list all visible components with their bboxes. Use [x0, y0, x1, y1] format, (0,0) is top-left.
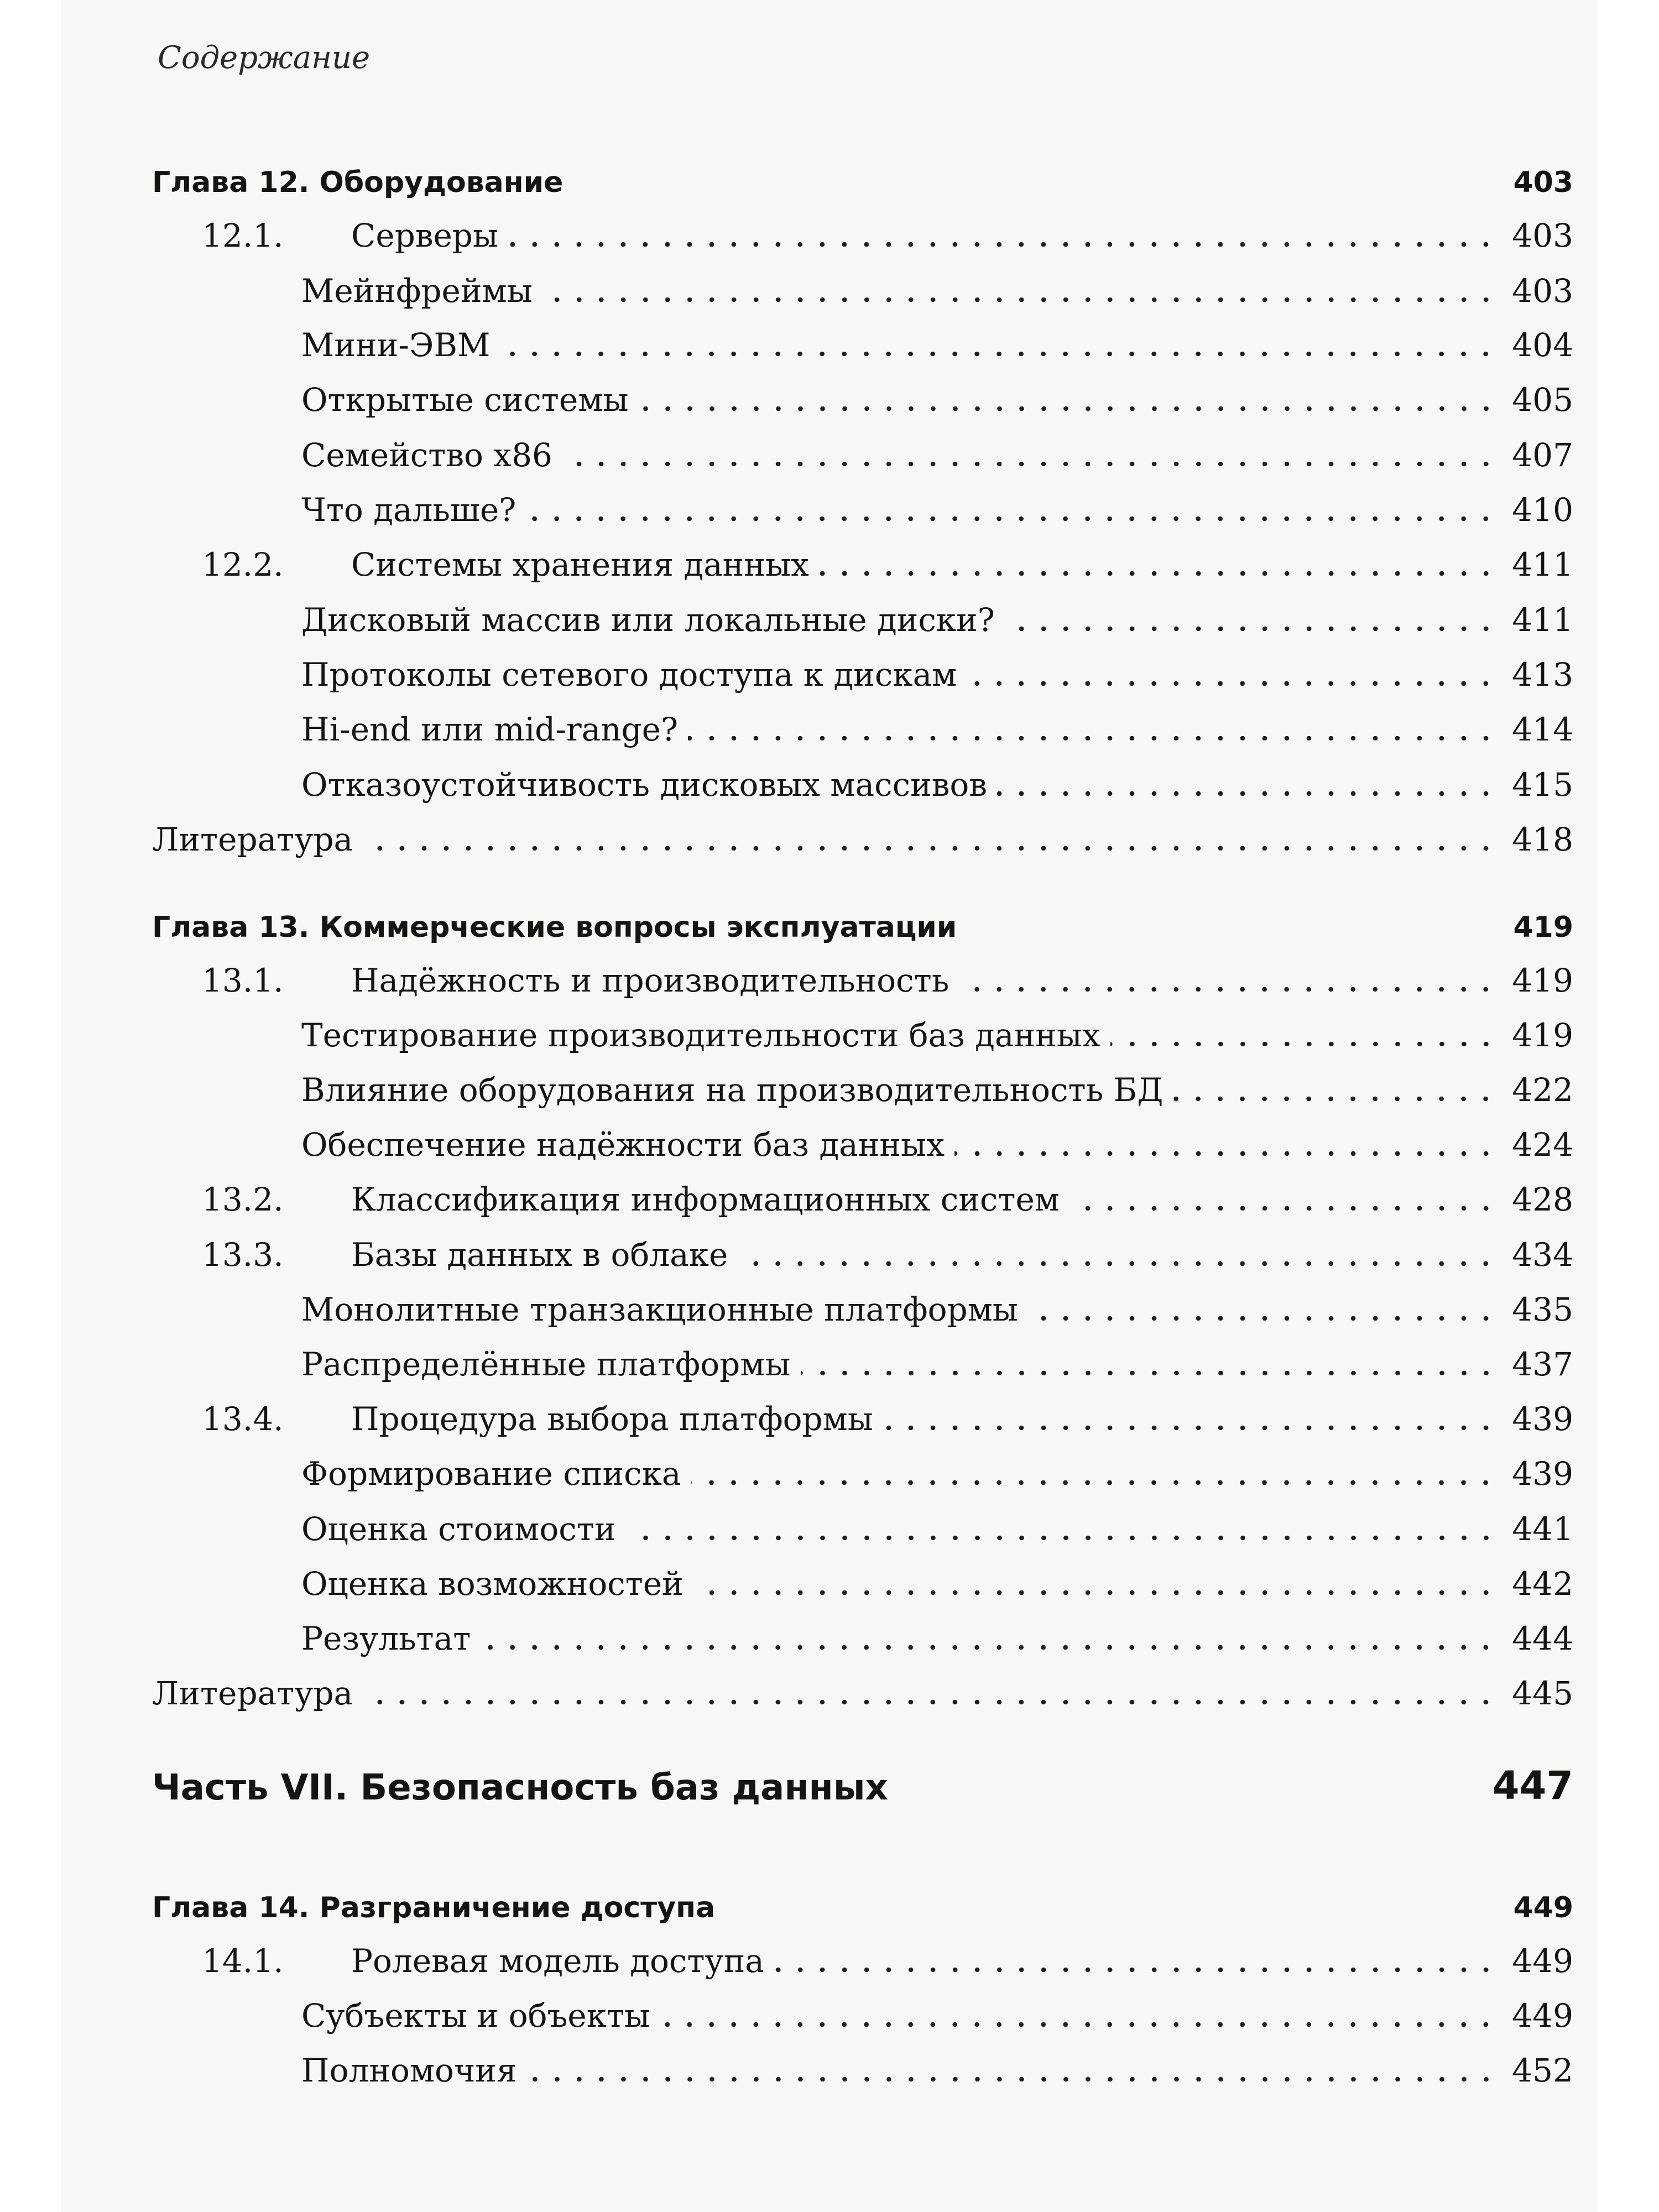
toc-entry-title: Полномочия	[301, 2052, 517, 2089]
toc-entry	[152, 1065, 1573, 1109]
toc-page-number: 442	[1512, 1565, 1573, 1603]
toc-page-number: 449	[1512, 1997, 1573, 2034]
toc-page-number: 411	[1512, 546, 1573, 583]
running-head: Содержание	[158, 40, 371, 76]
toc-entry-title: Субъекты и объекты	[301, 1997, 650, 2034]
toc-entry-number: 13.2.	[202, 1181, 284, 1218]
toc-page-number: 403	[1512, 217, 1573, 254]
toc-page-number: 403	[1512, 272, 1573, 310]
dot-leader	[639, 406, 1498, 411]
dot-leader	[883, 1426, 1497, 1430]
toc-entry	[152, 955, 1573, 999]
dot-leader	[1173, 1097, 1497, 1101]
toc-page-number: 447	[1492, 1763, 1573, 1808]
toc-page-number: 407	[1512, 436, 1573, 474]
toc-page-number: 403	[1513, 166, 1573, 199]
dot-leader	[1070, 1206, 1497, 1211]
toc-entry-title: Системы хранения данных	[351, 546, 809, 583]
dot-leader	[363, 1700, 1497, 1704]
toc-entry	[152, 1119, 1573, 1164]
toc-entry-title: Что дальше?	[301, 491, 517, 529]
toc-entry-title: Hi-end или mid-range?	[301, 711, 679, 748]
toc-entry	[152, 1174, 1573, 1218]
toc-entry-title: Отказоустойчивость дисковых массивов	[301, 766, 987, 804]
toc-entry	[152, 484, 1573, 529]
toc-entry	[152, 210, 1573, 254]
dot-leader	[562, 462, 1497, 466]
toc-entry	[152, 539, 1573, 583]
dot-leader	[500, 352, 1497, 356]
toc-entry-title: Тестирование производительности баз данных	[301, 1016, 1100, 1054]
toc-entry-title: Монолитные транзакционные платформы	[301, 1291, 1018, 1328]
toc-page-number: 410	[1512, 491, 1573, 529]
toc-entry-title: Литература	[152, 1674, 353, 1712]
dot-leader	[688, 736, 1497, 740]
toc-entry-title: Формирование списка	[301, 1455, 681, 1493]
toc-entry-title: Литература	[152, 821, 353, 858]
toc-entry	[152, 1558, 1573, 1603]
toc-page-number: 413	[1512, 656, 1573, 693]
dot-leader	[819, 571, 1497, 576]
toc-entry-number: 12.2.	[202, 546, 284, 583]
toc-page-number: 435	[1512, 1291, 1573, 1328]
dot-leader	[774, 1968, 1497, 1972]
toc-entry	[152, 1284, 1573, 1328]
toc-entry-number: 12.1.	[202, 217, 284, 254]
dot-leader	[481, 1645, 1497, 1650]
dot-leader	[363, 846, 1497, 851]
toc-entry-title: Глава 14. Разграничение доступа	[152, 1891, 716, 1924]
toc-entry-title: Базы данных в облаке	[351, 1236, 728, 1274]
toc-entry-number: 13.3.	[202, 1236, 284, 1274]
toc-entry	[152, 265, 1573, 310]
toc-page-number: 441	[1512, 1510, 1573, 1548]
dot-leader	[527, 2077, 1497, 2081]
toc-entry	[152, 320, 1573, 364]
toc-entry	[152, 1668, 1573, 1712]
dot-leader	[1028, 1316, 1497, 1321]
toc-page-number: 439	[1512, 1400, 1573, 1438]
toc-entry-title: Влияние оборудования на производительность БД	[301, 1071, 1164, 1109]
toc-entry	[152, 1339, 1573, 1383]
dot-leader	[526, 517, 1497, 521]
toc-page-number: 414	[1512, 711, 1573, 748]
toc-entry	[152, 430, 1573, 474]
toc-entry-title: Результат	[301, 1620, 471, 1657]
toc-part-heading	[152, 1764, 1573, 1808]
dot-leader	[738, 1261, 1497, 1266]
toc-entry-title: Семейство x86	[301, 436, 552, 474]
toc-entry-title: Мейнфреймы	[301, 272, 533, 310]
toc-entry-title: Протоколы сетевого доступа к дискам	[301, 656, 957, 693]
dot-leader	[693, 1590, 1497, 1595]
toc-entry-title: Оценка возможностей	[301, 1565, 684, 1603]
toc-entry-title: Надёжность и производительность	[351, 962, 950, 999]
toc-page-number: 444	[1512, 1620, 1573, 1657]
toc-entry	[152, 704, 1573, 748]
toc-chapter-heading	[152, 155, 1573, 199]
toc-page-number: 419	[1513, 911, 1573, 944]
toc-page-number: 452	[1512, 2052, 1573, 2089]
dot-leader	[954, 1151, 1497, 1156]
toc-chapter-heading	[152, 900, 1573, 944]
toc-page-number: 411	[1512, 601, 1573, 639]
toc-page-number: 404	[1512, 326, 1573, 364]
toc-page-number: 449	[1513, 1891, 1573, 1924]
toc-entry	[152, 594, 1573, 639]
toc-page-number: 419	[1512, 962, 1573, 999]
toc-entry	[152, 1990, 1573, 2034]
toc-entry	[152, 1010, 1573, 1054]
dot-leader	[508, 242, 1497, 247]
dot-leader	[691, 1480, 1497, 1485]
toc-entry-title: Мини-ЭВМ	[301, 326, 491, 364]
toc-page-number: 419	[1512, 1016, 1573, 1054]
dot-leader	[660, 2022, 1497, 2027]
toc-entry	[152, 1229, 1573, 1274]
dot-leader	[626, 1536, 1497, 1540]
toc-entry-title: Классификация информационных систем	[351, 1181, 1060, 1218]
toc-entry-title: Глава 12. Оборудование	[152, 166, 564, 199]
toc-page-number: 437	[1512, 1345, 1573, 1383]
toc-entry-title: Открытые системы	[301, 381, 629, 419]
toc-entry-title: Ролевая модель доступа	[351, 1942, 764, 1980]
dot-leader	[997, 791, 1497, 796]
toc-page-number: 424	[1512, 1126, 1573, 1164]
toc-chapter-heading	[152, 1880, 1573, 1924]
toc-page-number: 422	[1512, 1071, 1573, 1109]
toc-entry-title: Часть VII. Безопасность баз данных	[152, 1767, 888, 1808]
toc-page-number: 405	[1512, 381, 1573, 419]
dot-leader	[801, 1371, 1497, 1375]
toc-entry	[152, 1394, 1573, 1438]
toc-entry-title: Распределённые платформы	[301, 1345, 791, 1383]
dot-leader	[1110, 1042, 1497, 1046]
toc-entry	[152, 814, 1573, 858]
toc-page-number: 449	[1512, 1942, 1573, 1980]
dot-leader	[1005, 627, 1497, 631]
toc-entry	[152, 759, 1573, 804]
toc-page-number: 439	[1512, 1455, 1573, 1493]
toc-entry	[152, 374, 1573, 419]
toc-page-number: 445	[1512, 1674, 1573, 1712]
toc-page-number: 418	[1512, 821, 1573, 858]
toc-entry-title: Глава 13. Коммерческие вопросы эксплуатации	[152, 911, 957, 944]
toc-entry-number: 14.1.	[202, 1942, 284, 1980]
toc-entry-title: Серверы	[351, 217, 499, 254]
toc-entry	[152, 2045, 1573, 2089]
toc-entry	[152, 649, 1573, 693]
toc-entry	[152, 1448, 1573, 1493]
toc-page-number: 415	[1512, 766, 1573, 804]
toc-entry-number: 13.1.	[202, 962, 284, 999]
toc-page-number: 428	[1512, 1181, 1573, 1218]
toc-entry	[152, 1936, 1573, 1980]
toc-entry-title: Обеспечение надёжности баз данных	[301, 1126, 945, 1164]
dot-leader	[542, 298, 1497, 302]
toc-entry-title: Оценка стоимости	[301, 1510, 616, 1548]
dot-leader	[959, 987, 1497, 992]
toc-entry-number: 13.4.	[202, 1400, 284, 1438]
toc-entry-title: Процедура выбора платформы	[351, 1400, 873, 1438]
toc-entry	[152, 1504, 1573, 1548]
toc-page-number: 434	[1512, 1236, 1573, 1274]
toc-entry	[152, 1613, 1573, 1657]
toc-entry-title: Дисковый массив или локальные диски?	[301, 601, 995, 639]
dot-leader	[967, 681, 1497, 686]
